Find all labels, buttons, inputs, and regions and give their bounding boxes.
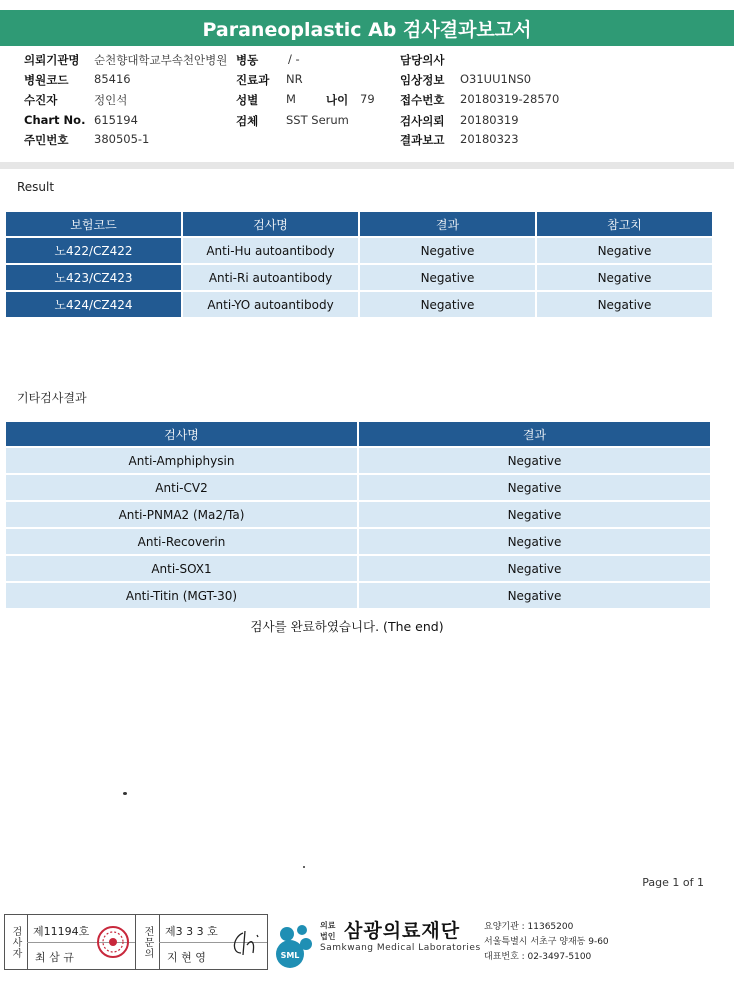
test-name: Anti-Hu autoantibody xyxy=(183,238,358,263)
specialist-label-text: 전문의 xyxy=(142,925,153,959)
doctor-label: 담당의사 xyxy=(400,53,445,67)
test-result: Negative xyxy=(359,448,710,473)
org-contact-info xyxy=(484,920,609,965)
section-divider xyxy=(0,162,734,169)
examiner-license: 제11194호 xyxy=(33,925,90,938)
age-value: 79 xyxy=(360,92,375,106)
examiner-seal xyxy=(95,923,131,961)
insurance-code: 노422/CZ422 xyxy=(6,238,181,263)
chart-value: 615194 xyxy=(94,113,138,127)
org-address: 서울특별시 서초구 양재동 9-60 xyxy=(484,937,609,947)
reference-value: Negative xyxy=(537,238,712,263)
table-row xyxy=(6,448,710,473)
reference-value: Negative xyxy=(537,265,712,290)
result-section-title: Result xyxy=(17,180,55,194)
hospital-code-value: 85416 xyxy=(94,72,131,86)
sex-value: M xyxy=(286,92,296,106)
test-name: Anti-Ri autoantibody xyxy=(183,265,358,290)
test-result: Negative xyxy=(359,502,710,527)
result-header-reference: 참고치 xyxy=(537,212,712,236)
institution-label: 의뢰기관명 xyxy=(24,53,80,67)
test-result: Negative xyxy=(360,292,535,317)
test-result: Negative xyxy=(359,529,710,554)
examiner-label-text: 검사자 xyxy=(10,925,21,959)
result-header-test: 검사명 xyxy=(183,212,358,236)
org-type xyxy=(320,920,342,942)
table-row xyxy=(6,583,710,608)
department-value: NR xyxy=(286,72,303,86)
report-label: 결과보고 xyxy=(400,133,445,147)
test-name: Anti-Amphiphysin xyxy=(6,448,357,473)
specialist-signature xyxy=(227,927,263,961)
divider xyxy=(135,915,136,969)
logo-text: SML xyxy=(280,951,300,960)
table-row xyxy=(6,292,712,317)
test-name: Anti-PNMA2 (Ma2/Ta) xyxy=(6,502,357,527)
table-row xyxy=(6,238,712,263)
footer xyxy=(0,914,734,974)
report-value: 20180323 xyxy=(460,132,519,146)
specimen-label: 검체 xyxy=(236,114,259,128)
end-note: 검사를 완료하였습니다. (The end) xyxy=(250,619,444,634)
other-header-test: 검사명 xyxy=(6,422,357,446)
org-name: 삼광의료재단 xyxy=(344,920,461,942)
specialist-label xyxy=(137,915,157,969)
test-result: Negative xyxy=(359,475,710,500)
result-header-code: 보험코드 xyxy=(6,212,181,236)
examiner-name: 최 삼 규 xyxy=(35,951,74,964)
reference-value: Negative xyxy=(537,292,712,317)
table-row xyxy=(6,502,710,527)
sex-label: 성별 xyxy=(236,93,259,107)
org-type-text: 의료법인 xyxy=(320,921,336,941)
test-name: Anti-YO autoantibody xyxy=(183,292,358,317)
specialist-license: 제3 3 3 호 xyxy=(165,925,218,938)
table-row xyxy=(6,265,712,290)
examiner-label xyxy=(5,915,25,969)
insurance-code: 노424/CZ424 xyxy=(6,292,181,317)
test-result: Negative xyxy=(359,556,710,581)
receipt-no-label: 접수번호 xyxy=(400,93,445,107)
specialist-name: 지 현 영 xyxy=(167,951,206,964)
test-name: Anti-Titin (MGT-30) xyxy=(6,583,357,608)
signature-box xyxy=(4,914,268,970)
result-header-result: 결과 xyxy=(360,212,535,236)
test-result: Negative xyxy=(360,238,535,263)
org-name-en: Samkwang Medical Laboratories xyxy=(320,943,481,953)
test-name: Anti-Recoverin xyxy=(6,529,357,554)
other-header-result: 결과 xyxy=(359,422,710,446)
request-label: 검사의뢰 xyxy=(400,114,445,128)
hospital-code-label: 병원코드 xyxy=(24,73,69,87)
result-table xyxy=(4,210,714,319)
age-label: 나이 xyxy=(326,93,349,107)
table-row xyxy=(6,475,710,500)
test-result: Negative xyxy=(359,583,710,608)
ward-label: 병동 xyxy=(236,53,259,67)
patient-value: 정인석 xyxy=(94,93,128,107)
test-result: Negative xyxy=(360,265,535,290)
ward-value: / - xyxy=(288,52,300,66)
other-section-title: 기타검사결과 xyxy=(17,391,87,405)
clinical-info-value: O31UU1NS0 xyxy=(460,72,532,86)
org-phone: 대표번호 : 02-3497-5100 xyxy=(484,952,592,962)
scan-speck xyxy=(303,866,305,868)
rrn-value: 380505-1 xyxy=(94,132,150,146)
patient-label: 수진자 xyxy=(24,93,58,107)
rrn-label: 주민번호 xyxy=(24,133,69,147)
report-title: Paraneoplastic Ab 검사결과보고서 xyxy=(0,10,734,46)
institution-value: 순천향대학교부속천안병원 xyxy=(94,53,228,67)
receipt-no-value: 20180319-28570 xyxy=(460,92,560,106)
chart-label: Chart No. xyxy=(24,113,86,127)
facility-code: 요양기관 : 11365200 xyxy=(484,922,574,932)
page-number: Page 1 of 1 xyxy=(642,876,704,889)
table-row xyxy=(6,556,710,581)
request-value: 20180319 xyxy=(460,113,519,127)
other-results-table xyxy=(4,420,712,610)
sml-logo-icon xyxy=(272,918,318,970)
test-name: Anti-CV2 xyxy=(6,475,357,500)
clinical-info-label: 임상정보 xyxy=(400,73,445,87)
insurance-code: 노423/CZ423 xyxy=(6,265,181,290)
scan-speck xyxy=(123,792,127,795)
test-name: Anti-SOX1 xyxy=(6,556,357,581)
specimen-value: SST Serum xyxy=(286,113,349,127)
table-row xyxy=(6,529,710,554)
department-label: 진료과 xyxy=(236,73,270,87)
